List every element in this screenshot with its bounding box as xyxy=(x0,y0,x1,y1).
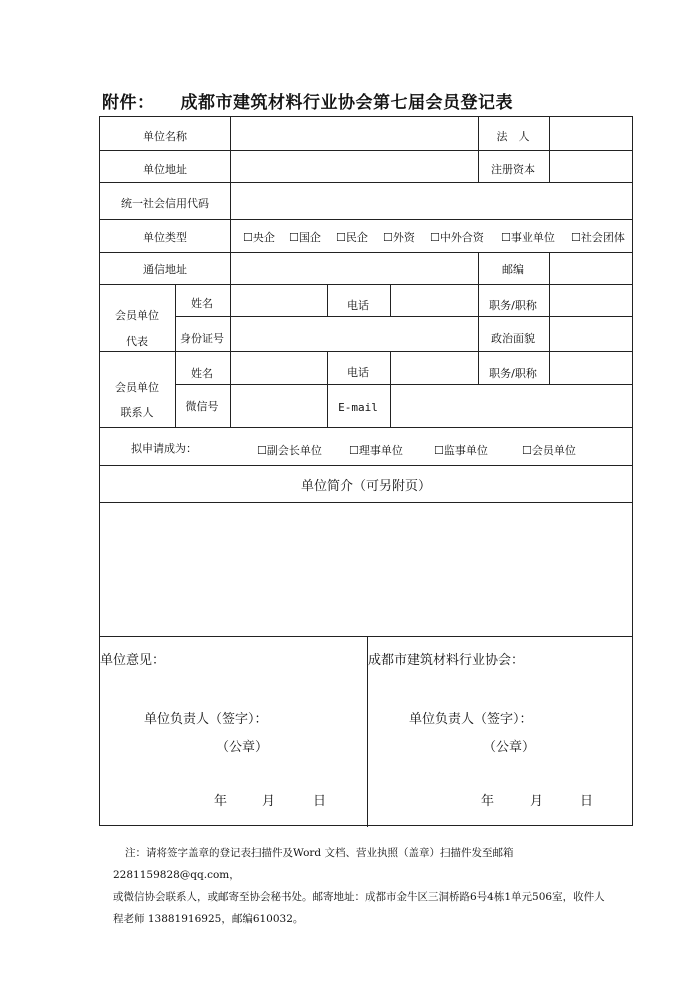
apply-option[interactable]: ☐会员单位 xyxy=(522,444,576,457)
association-label: 成都市建筑材料行业协会： xyxy=(368,653,525,668)
contact-phone-label: 电话 xyxy=(347,366,369,379)
wechat-label: 微信号 xyxy=(185,400,219,413)
association-signer-label: 单位负责人（签字）： xyxy=(409,712,533,727)
unit-type-label: 单位类型 xyxy=(143,231,187,244)
apply-as-label: 拟申请成为： xyxy=(131,442,197,455)
association-date-month: 月 xyxy=(530,794,544,809)
postcode-label: 邮编 xyxy=(502,263,524,276)
unit-address-label: 单位地址 xyxy=(143,163,187,176)
footnote-line: 或微信协会联系人，或邮寄至协会秘书处。邮寄地址：成都市金牛区三洞桥路6号4栋1单元506室，收件人 xyxy=(113,891,605,903)
registered-capital-label: 注册资本 xyxy=(491,163,535,176)
legal-person-label: 法 人 xyxy=(496,130,530,143)
contact-group-label: 会员单位 xyxy=(115,381,159,394)
apply-option[interactable]: ☐理事单位 xyxy=(349,444,403,457)
unit-name-label: 单位名称 xyxy=(143,130,187,143)
footnote-line: 程老师 13881916925，邮编610032。 xyxy=(113,913,304,925)
apply-option[interactable]: ☐监事单位 xyxy=(434,444,488,457)
profile-heading: 单位简介（可另附页） xyxy=(300,479,432,494)
political-status-label: 政治面貌 xyxy=(491,332,535,345)
email-label: E-mail xyxy=(338,401,378,414)
unit-type-option[interactable]: ☐国企 xyxy=(289,231,321,244)
apply-option[interactable]: ☐副会长单位 xyxy=(257,444,322,457)
unit-type-option[interactable]: ☐社会团体 xyxy=(571,231,625,244)
contact-name-label: 姓名 xyxy=(191,367,213,380)
unit-seal-label: （公章） xyxy=(216,740,269,755)
registration-form xyxy=(99,116,633,826)
rep-position-label: 职务/职称 xyxy=(489,299,537,312)
unit-date-month: 月 xyxy=(262,794,276,809)
rep-id-label: 身份证号 xyxy=(180,332,224,345)
unit-type-option[interactable]: ☐事业单位 xyxy=(501,231,555,244)
unit-type-option[interactable]: ☐央企 xyxy=(243,231,275,244)
unit-opinion-label: 单位意见： xyxy=(100,653,166,668)
unit-type-option[interactable]: ☐中外合资 xyxy=(430,231,484,244)
contact-group-label: 联系人 xyxy=(120,406,154,419)
rep-group-label: 代表 xyxy=(126,335,148,348)
unit-date-day: 日 xyxy=(313,794,327,809)
footnote-line: 注：请将签字盖章的登记表扫描件及Word 文档、营业执照（盖章）扫描件发至邮箱2281159828@qq.com， xyxy=(113,847,514,881)
mail-address-label: 通信地址 xyxy=(143,263,187,276)
unit-type-option[interactable]: ☐民企 xyxy=(336,231,368,244)
association-date-year: 年 xyxy=(481,794,495,809)
footnote xyxy=(113,842,628,930)
unit-date-year: 年 xyxy=(214,794,228,809)
rep-group-label: 会员单位 xyxy=(115,309,159,322)
form-title: 成都市建筑材料行业协会第七届会员登记表 xyxy=(180,93,513,113)
rep-phone-label: 电话 xyxy=(347,299,369,312)
rep-name-label: 姓名 xyxy=(191,297,213,310)
attachment-label: 附件： xyxy=(102,93,155,113)
unit-type-option[interactable]: ☐外资 xyxy=(383,231,415,244)
association-date-day: 日 xyxy=(580,794,594,809)
unit-signer-label: 单位负责人（签字）： xyxy=(144,712,268,727)
association-seal-label: （公章） xyxy=(483,740,536,755)
credit-code-label: 统一社会信用代码 xyxy=(121,197,209,210)
contact-position-label: 职务/职称 xyxy=(489,367,537,380)
document-title xyxy=(102,88,513,113)
